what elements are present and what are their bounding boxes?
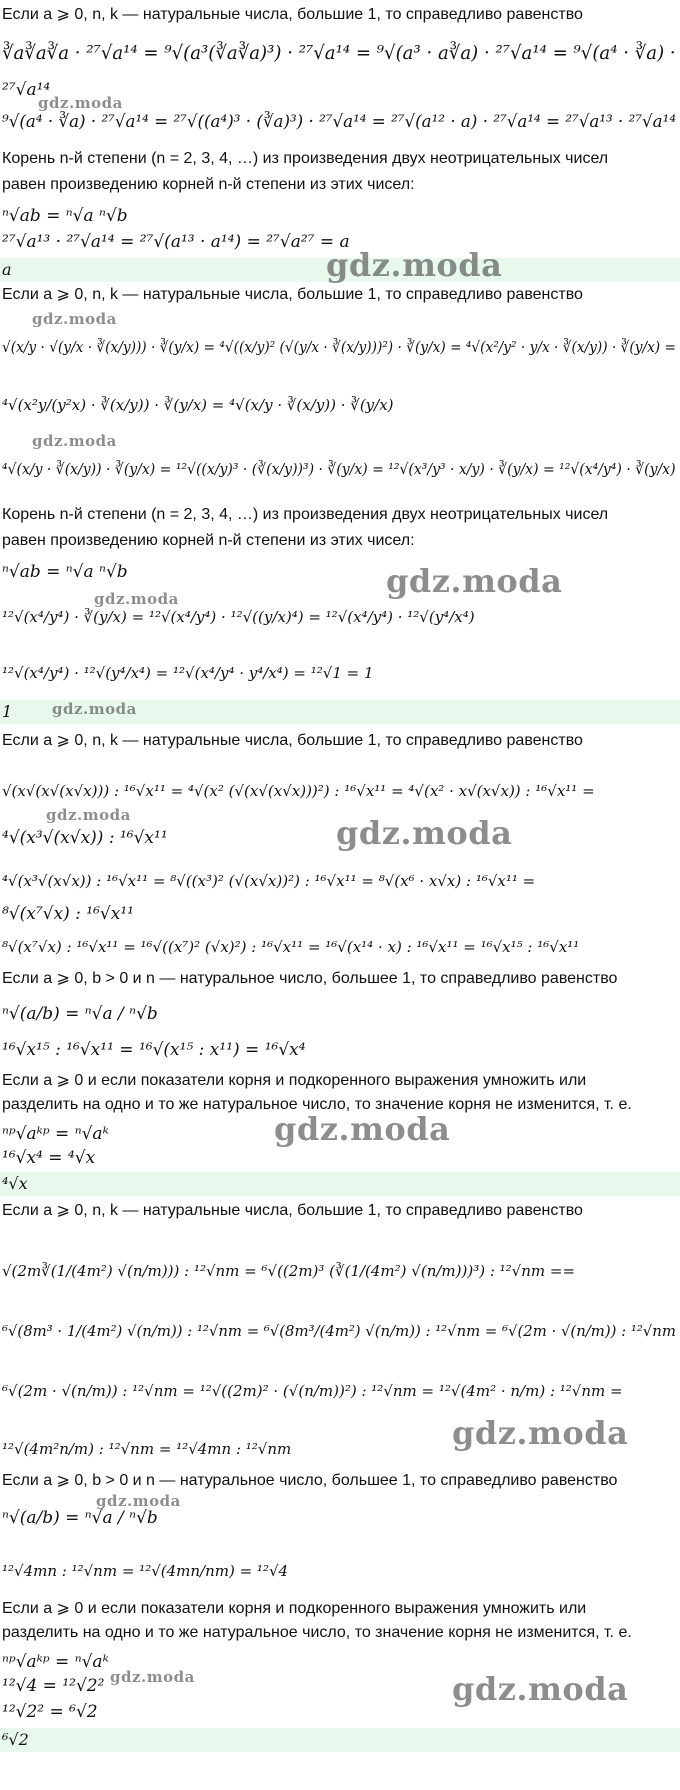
math-line: ⁿ√(a/b) = ⁿ√a / ⁿ√b — [2, 1004, 158, 1024]
answer-value: ⁴√x — [2, 1174, 28, 1193]
math-line: ∛a∛a∛a · ²⁷√a¹⁴ = ⁹√(a³(∛a∛a)³) · ²⁷√a¹⁴ = ⁹√(a³ · a∛a) · ²⁷√a¹⁴ = ⁹√(a⁴ · ∛a) · — [2, 42, 676, 64]
math-line: ⁸√(x⁷√x) : ¹⁶√x¹¹ — [2, 904, 134, 924]
math-line: ⁿ√ab = ⁿ√a ⁿ√b — [2, 206, 128, 226]
rule-text: Если a ⩾ 0, b > 0 и n — натуральное число, большее 1, то справедливо равенство — [2, 970, 618, 987]
math-line: ²⁷√a¹³ · ²⁷√a¹⁴ = ²⁷√(a¹³ · a¹⁴) = ²⁷√a²⁷ = a — [2, 232, 350, 252]
math-line: √(x√(x√(x√x))) : ¹⁶√x¹¹ = ⁴√(x² (√(x√(x√x)))²) : ¹⁶√x¹¹ = ⁴√(x² · x√(x√x)) : ¹⁶√x¹¹ = — [2, 782, 595, 800]
math-line: ¹²√2² = ⁶√2 — [2, 1702, 98, 1722]
watermark: gdz.moda — [336, 814, 513, 852]
watermark: gdz.moda — [94, 590, 179, 608]
math-line: ¹²√4mn : ¹²√nm = ¹²√(4mn/nm) = ¹²√4 — [2, 1562, 289, 1580]
watermark: gdz.moda — [52, 700, 137, 718]
answer-value: 1 — [2, 702, 13, 721]
rule-text: Если a ⩾ 0, b > 0 и n — натуральное число, большее 1, то справедливо равенство — [2, 1472, 618, 1489]
rule-text: Корень n-й степени (n = 2, 3, 4, …) из произведения двух неотрицательных чисел — [2, 150, 609, 167]
math-line: ⁴√(x³√(x√x)) : ¹⁶√x¹¹ — [2, 828, 168, 848]
math-line: ⁿ√(a/b) = ⁿ√a / ⁿ√b — [2, 1508, 158, 1528]
watermark: gdz.moda — [38, 94, 123, 112]
watermark: gdz.moda — [32, 432, 117, 450]
watermark: gdz.moda — [46, 806, 131, 824]
answer-bar — [0, 1728, 680, 1752]
rule-text: Если a ⩾ 0, n, k — натуральные числа, большие 1, то справедливо равенство — [2, 286, 583, 303]
rule-text: Если a ⩾ 0, n, k — натуральные числа, большие 1, то справедливо равенство — [2, 1202, 583, 1219]
math-line: ⁹√(a⁴ · ∛a) · ²⁷√a¹⁴ = ²⁷√((a⁴)³ · (∛a)³) · ²⁷√a¹⁴ = ²⁷√(a¹² · a) · ²⁷√a¹⁴ = ²⁷√a¹³ · ²⁷√a¹⁴ — [2, 112, 677, 132]
math-line: ¹²√4 = ¹²√2² — [2, 1676, 105, 1696]
rule-text: равен произведению корней n-й степени из этих чисел: — [2, 176, 415, 193]
watermark: gdz.moda — [452, 1670, 629, 1708]
watermark: gdz.moda — [452, 1414, 629, 1452]
rule-text: Если a ⩾ 0 и если показатели корня и подкоренного выражения умножить или — [2, 1600, 587, 1617]
math-line: ¹²√(x⁴/y⁴) · ¹²√(y⁴/x⁴) = ¹²√(x⁴/y⁴ · y⁴/x⁴) = ¹²√1 = 1 — [2, 664, 374, 682]
answer-value: ⁶√2 — [2, 1730, 29, 1749]
math-line: ²⁷√a¹⁴ — [2, 80, 51, 100]
answer-value: a — [2, 260, 12, 279]
math-line: √(2m∛(1/(4m²) √(n/m))) : ¹²√nm = ⁶√((2m)³ (∛(1/(4m²) √(n/m)))³) : ¹²√nm == — [2, 1262, 576, 1280]
watermark: gdz.moda — [110, 1668, 195, 1686]
rule-text: Корень n-й степени (n = 2, 3, 4, …) из произведения двух неотрицательных чисел — [2, 506, 609, 523]
rule-text: Если a ⩾ 0, n, k — натуральные числа, большие 1, то справедливо равенство — [2, 6, 583, 23]
math-line: ⁿᵖ√aᵏᵖ = ⁿ√aᵏ — [2, 1652, 109, 1672]
watermark: gdz.moda — [274, 1110, 451, 1148]
rule-text: Если a ⩾ 0 и если показатели корня и подкоренного выражения умножить или — [2, 1072, 587, 1089]
math-line: ⁴√(x³√(x√x)) : ¹⁶√x¹¹ = ⁸√((x³)² (√(x√x))²) : ¹⁶√x¹¹ = ⁸√(x⁶ · x√x) : ¹⁶√x¹¹ = — [2, 872, 536, 890]
math-line: ⁶√(2m · √(n/m)) : ¹²√nm = ¹²√((2m)² · (√(n/m))²) : ¹²√nm = ¹²√(4m² · n/m) : ¹²√nm = — [2, 1382, 623, 1400]
watermark: gdz.moda — [326, 246, 503, 284]
math-line: ⁿᵖ√aᵏᵖ = ⁿ√aᵏ — [2, 1124, 109, 1144]
rule-text: разделить на одно и то же натуральное число, то значение корня не изменится, т. е. — [2, 1624, 632, 1641]
math-line: ¹⁶√x⁴ = ⁴√x — [2, 1148, 96, 1168]
math-line: ¹⁶√x¹⁵ : ¹⁶√x¹¹ = ¹⁶√(x¹⁵ : x¹¹) = ¹⁶√x⁴ — [2, 1040, 306, 1060]
answer-bar — [0, 1172, 680, 1196]
math-line: ¹²√(x⁴/y⁴) · ∛(y/x) = ¹²√(x⁴/y⁴) · ¹²√((y/x)⁴) = ¹²√(x⁴/y⁴) · ¹²√(y⁴/x⁴) — [2, 608, 475, 626]
watermark: gdz.moda — [32, 310, 117, 328]
math-line: ⁿ√ab = ⁿ√a ⁿ√b — [2, 562, 128, 582]
math-line: √(x/y · √(y/x · ∛(x/y))) · ∛(y/x) = ⁴√((x/y)² (√(y/x · ∛(x/y)))²) · ∛(y/x) = ⁴√(x²/y² · y/x · ∛(x/y)) · ∛(y/x) = — [2, 338, 676, 356]
rule-text: разделить на одно и то же натуральное число, то значение корня не изменится, т. е. — [2, 1096, 632, 1113]
math-line: ¹²√(4m²n/m) : ¹²√nm = ¹²√4mn : ¹²√nm — [2, 1440, 292, 1458]
rule-text: равен произведению корней n-й степени из этих чисел: — [2, 532, 415, 549]
rule-text: Если a ⩾ 0, n, k — натуральные числа, большие 1, то справедливо равенство — [2, 732, 583, 749]
math-line: ⁴√(x/y · ∛(x/y)) · ∛(y/x) = ¹²√((x/y)³ · (∛(x/y))³) · ∛(y/x) = ¹²√(x³/y³ · x/y) · ∛(y/x) = ¹²√(x⁴/y⁴) · ∛(y/x) — [2, 460, 676, 478]
math-line: ⁸√(x⁷√x) : ¹⁶√x¹¹ = ¹⁶√((x⁷)² (√x)²) : ¹⁶√x¹¹ = ¹⁶√(x¹⁴ · x) : ¹⁶√x¹¹ = ¹⁶√x¹⁵ : ¹⁶√x¹¹ — [2, 938, 580, 956]
watermark: gdz.moda — [96, 1492, 181, 1510]
math-line: ⁴√(x²y/(y²x) · ∛(x/y)) · ∛(y/x) = ⁴√(x/y · ∛(x/y)) · ∛(y/x) — [2, 396, 394, 414]
math-line: ⁶√(8m³ · 1/(4m²) √(n/m)) : ¹²√nm = ⁶√(8m³/(4m²) √(n/m)) : ¹²√nm = ⁶√(2m · √(n/m)) : ¹²√nm — [2, 1322, 676, 1340]
watermark: gdz.moda — [386, 562, 563, 600]
